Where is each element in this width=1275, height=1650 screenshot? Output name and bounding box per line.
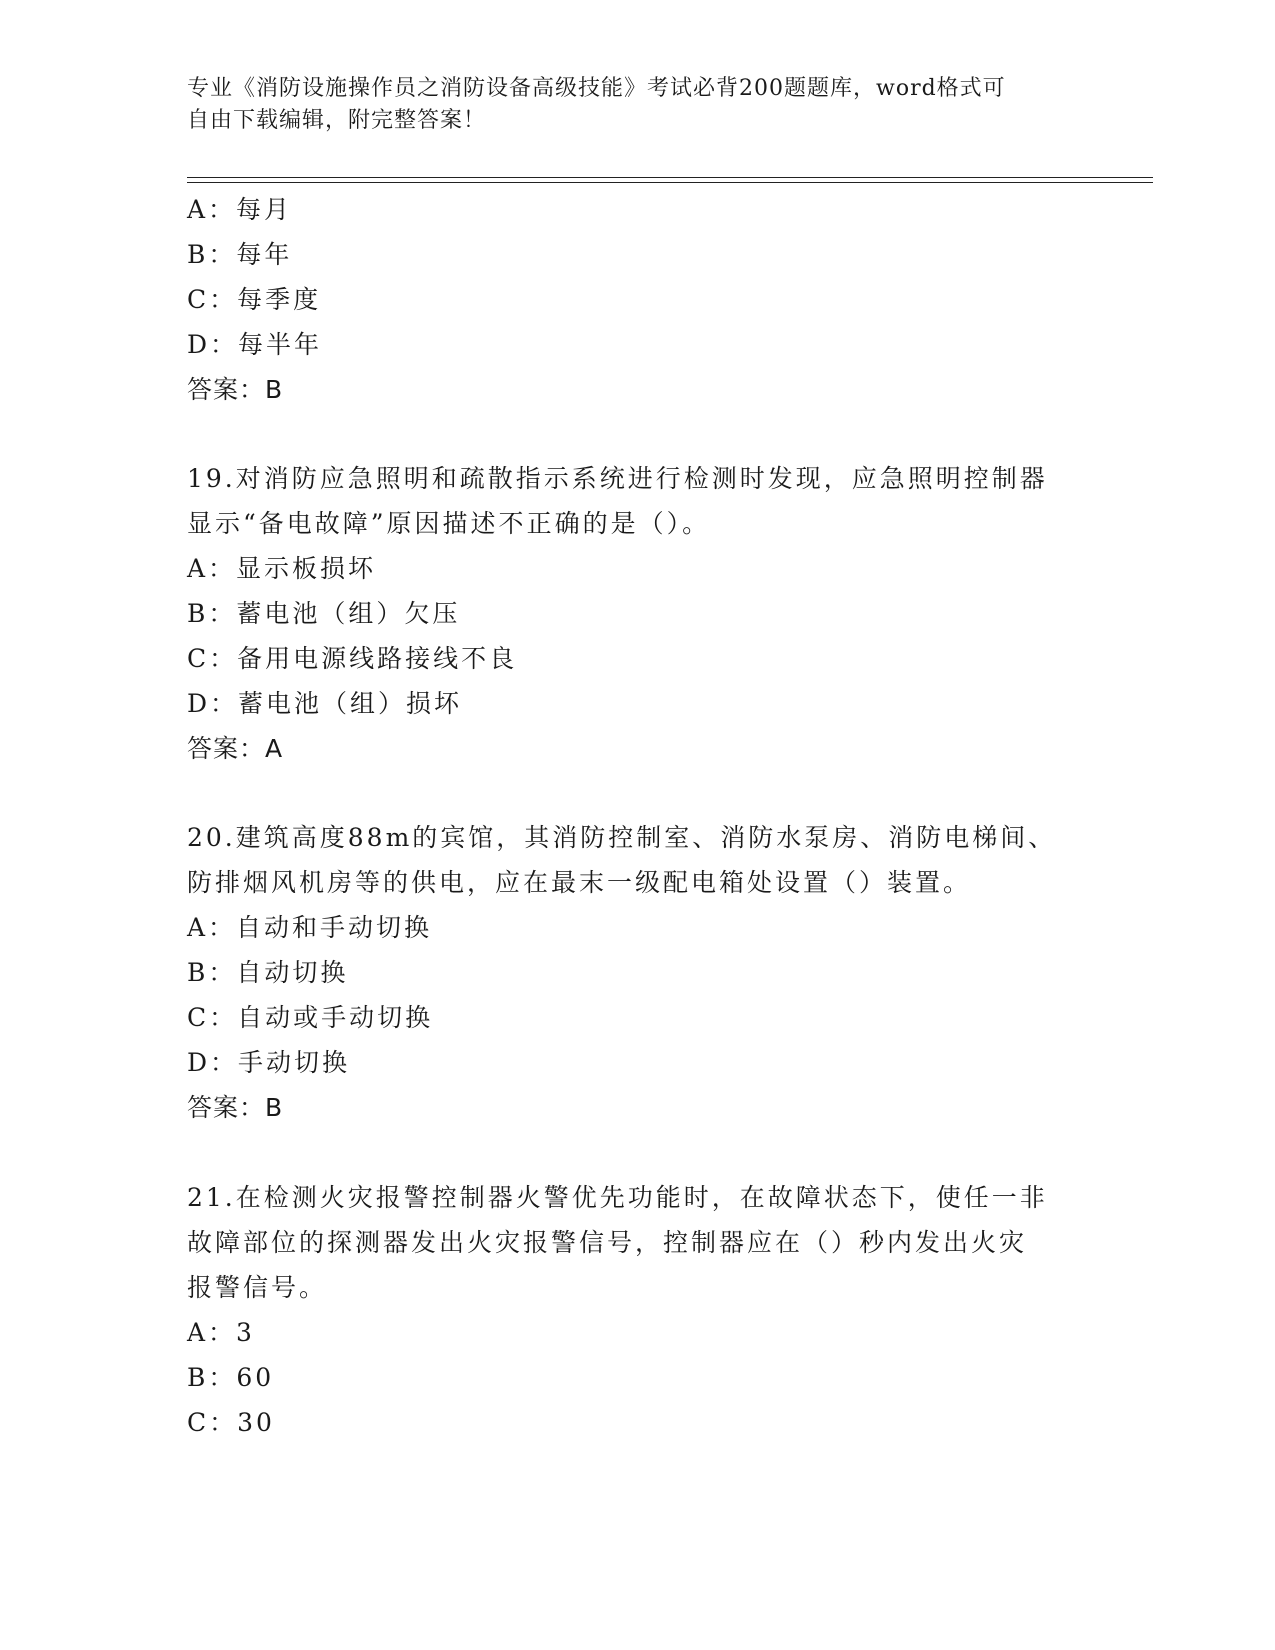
q20-stem-line-2: 防排烟风机房等的供电，应在最末一级配电箱处设置（）装置。 xyxy=(187,868,972,897)
q18-option-b: B：每年 xyxy=(187,240,293,269)
q20-stem-line-1: 20.建筑高度88m的宾馆，其消防控制室、消防水泵房、消防电梯间、 xyxy=(187,823,1057,852)
header-line-1: 专业《消防设施操作员之消防设备高级技能》考试必背200题题库，word格式可 xyxy=(187,76,1006,101)
q18-option-d: D：每半年 xyxy=(187,330,323,359)
q18-option-c: C：每季度 xyxy=(187,285,322,314)
q18-option-a: A：每月 xyxy=(187,195,293,224)
q20-option-c: C：自动或手动切换 xyxy=(187,1003,434,1032)
q19-option-c: C：备用电源线路接线不良 xyxy=(187,644,518,673)
header-line-2: 自由下载编辑，附完整答案！ xyxy=(187,108,487,133)
header-divider-bottom xyxy=(187,182,1153,183)
q21-stem-line-2: 故障部位的探测器发出火灾报警信号，控制器应在（）秒内发出火灾 xyxy=(187,1228,1028,1257)
q19-option-a: A：显示板损坏 xyxy=(187,554,377,583)
q20-answer: 答案：B xyxy=(187,1093,284,1122)
q20-option-a: A：自动和手动切换 xyxy=(187,913,433,942)
q21-option-c: C：30 xyxy=(187,1408,275,1437)
q21-option-b: B：60 xyxy=(187,1363,275,1392)
q19-answer: 答案：A xyxy=(187,734,284,763)
q21-stem-line-3: 报警信号。 xyxy=(187,1273,328,1302)
document-header xyxy=(187,73,1067,137)
q20-option-b: B：自动切换 xyxy=(187,958,349,987)
header-divider-top xyxy=(187,177,1153,178)
q19-stem-line-1: 19.对消防应急照明和疏散指示系统进行检测时发现，应急照明控制器 xyxy=(187,464,1048,493)
q18-answer: 答案：B xyxy=(187,375,284,404)
q21-option-a: A：3 xyxy=(187,1318,255,1347)
q19-option-d: D：蓄电池（组）损坏 xyxy=(187,689,463,718)
q19-stem-line-2: 显示“备电故障”原因描述不正确的是（）。 xyxy=(187,509,711,538)
q19-option-b: B：蓄电池（组）欠压 xyxy=(187,599,461,628)
q20-option-d: D：手动切换 xyxy=(187,1048,351,1077)
q21-stem-line-1: 21.在检测火灾报警控制器火警优先功能时，在故障状态下，使任一非 xyxy=(187,1183,1048,1212)
